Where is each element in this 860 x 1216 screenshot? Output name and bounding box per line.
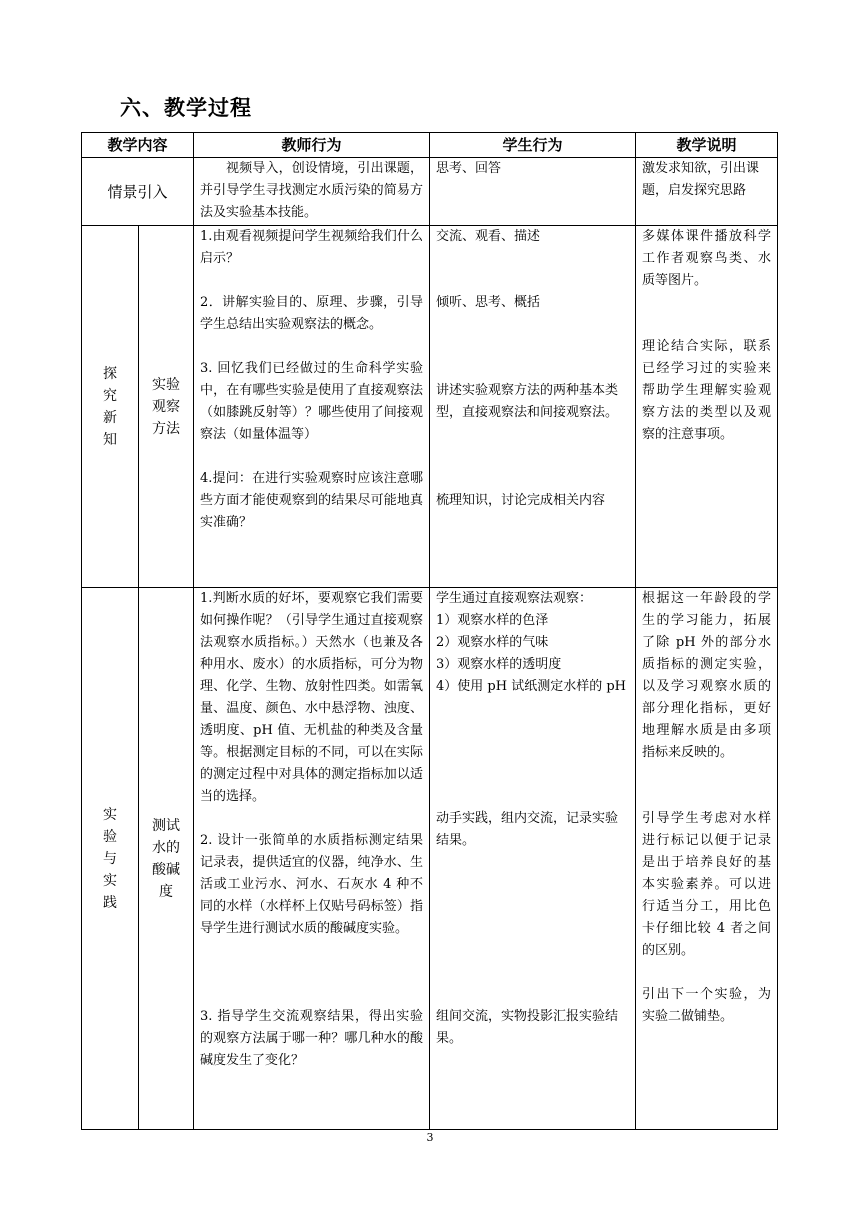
note-text: 理论结合实际，联系已经学习过的实验来帮助学生理解实验观察方法的类型以及观察的注意事项。 [642,339,772,442]
stage-label: 探究新知 [82,226,139,588]
student-step: 组间交流，实物投影汇报实验结果。 [436,1009,619,1046]
list-item: 1）观察水样的色泽 [436,613,549,628]
sub-stage-label: 实验观察方法 [139,226,194,588]
note-cell [636,158,778,226]
teacher-step: 3. 回忆我们已经做过的生命科学实验中，在有哪些实验是使用了直接观察法（如膝跳反射等）？哪些使用了间接观察法（如量体温等） [200,361,424,442]
sub-stage-label: 测试水的酸碱度 [139,588,194,1130]
note-text: 引导学生考虑对水样进行标记以便于记录是出于培养良好的基本实验素养。可以进行适当分工，用比色卡仔细比较 4 者之间的区别。 [642,811,772,958]
table-row [82,226,778,588]
stage-label: 情景引入 [82,158,194,226]
note-text: 根据这一年龄段的学生的学习能力，拓展了除 pH 外的部分水质指标的测定实验，以及学习观察水质的部分理化指标，更好地理解水质是由多项指标来反映的。 [642,591,772,760]
header-teacher: 教师行为 [194,133,430,158]
student-step: 梳理知识，讨论完成相关内容 [436,493,606,508]
list-item: 3）观察水样的透明度 [436,657,562,672]
header-student: 学生行为 [430,133,636,158]
student-cell [430,226,636,588]
note-cell [636,588,778,1130]
list-item: 2）观察水样的气味 [436,635,549,650]
teacher-cell [194,588,430,1130]
note-text: 激发求知欲，引出课题，启发探究思路 [642,161,760,198]
note-text: 多媒体课件播放科学工作者观察鸟类、水质等图片。 [642,229,772,288]
teacher-step: 1.判断水质的好坏，要观察它我们需要如何操作呢？（引导学生通过直接观察法观察水质指标。）天然水（也兼及各种用水、废水）的水质指标，可分为物理、化学、生物、放射性四类。如需氧量、温度、颜色、水中悬浮物、浊度、透明度、pH 值、无机盐的种类及含量等。根据测定目标的不同，可以在实际的测定过程中对具体的测定指标加以适当的选择。 [200,591,424,804]
student-intro: 学生通过直接观察法观察： [436,591,593,606]
teacher-step: 1.由观看视频提问学生视频给我们什么启示？ [200,229,424,266]
teacher-step: 2. 设计一张简单的水质指标测定结果记录表，提供适宜的仪器，纯净水、生活或工业污水、河水、石灰水 4 种不同的水样（水样杯上仅贴号码标签）指导学生进行测试水质的酸碱度实验。 [200,833,424,936]
note-text: 引出下一个实验，为实验二做铺垫。 [642,987,772,1024]
student-step: 讲述实验观察方法的两种基本类型，直接观察法和间接观察法。 [436,383,619,420]
student-step: 动手实践，组内交流，记录实验结果。 [436,811,619,848]
teacher-step: 2．讲解实验目的、原理、步骤，引导学生总结出实验观察法的概念。 [200,295,424,332]
student-step: 倾听、思考、概括 [436,295,541,310]
section-title: 六、教学过程 [120,96,252,120]
teacher-cell [194,226,430,588]
page-number: 3 [426,1131,434,1144]
table-header-row [82,133,778,158]
student-cell [430,158,636,226]
list-item: 4）使用 pH 试纸测定水样的 pH [436,679,627,694]
teacher-text: 视频导入，创设情境，引出课题，并引导学生寻找测定水质污染的简易方法及实验基本技能。 [200,161,424,220]
teacher-cell [194,158,430,226]
teacher-step: 3. 指导学生交流观察结果，得出实验的观察方法属于哪一种？哪几种水的酸碱度发生了变化？ [200,1009,424,1068]
table-row [82,588,778,1130]
teaching-process-table [81,132,778,1130]
table-row [82,158,778,226]
student-step: 交流、观看、描述 [436,229,541,244]
header-content: 教学内容 [82,133,194,158]
student-text: 思考、回答 [436,161,502,176]
teacher-step: 4.提问：在进行实验观察时应该注意哪些方面才能使观察到的结果尽可能地真实准确？ [200,471,424,530]
stage-label: 实验与实践 [82,588,139,1130]
student-cell [430,588,636,1130]
header-note: 教学说明 [636,133,778,158]
note-cell [636,226,778,588]
